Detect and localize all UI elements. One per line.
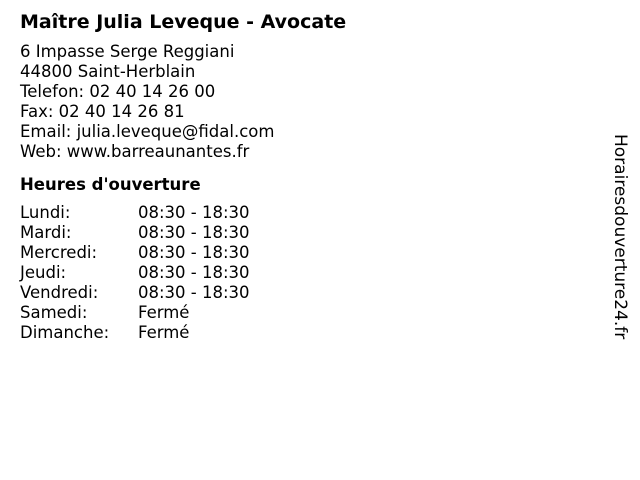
time-range: Fermé [138, 323, 190, 342]
phone-number: Telefon: 02 40 14 26 00 [20, 82, 216, 101]
day-label: Dimanche: [20, 323, 110, 342]
opening-hours-list [20, 203, 580, 343]
hours-row-thursday [20, 263, 580, 283]
time-range: 08:30 - 18:30 [138, 243, 250, 262]
time-range: 08:30 - 18:30 [138, 203, 250, 222]
time-range: 08:30 - 18:30 [138, 263, 250, 282]
business-title: Maître Julia Leveque - Avocate [20, 11, 347, 33]
contact-block [20, 42, 580, 162]
watermark-text: Horairesdouverture24.fr [610, 134, 630, 340]
day-label: Jeudi: [20, 263, 67, 282]
day-label: Samedi: [20, 303, 88, 322]
opening-hours-heading: Heures d'ouverture [20, 175, 201, 194]
fax-number: Fax: 02 40 14 26 81 [20, 102, 185, 121]
day-label: Mercredi: [20, 243, 98, 262]
day-label: Mardi: [20, 223, 72, 242]
site-watermark [608, 134, 632, 344]
city-postcode: 44800 Saint-Herblain [20, 62, 196, 81]
hours-row-sunday [20, 323, 580, 343]
hours-row-wednesday [20, 243, 580, 263]
time-range: Fermé [138, 303, 190, 322]
hours-row-friday [20, 283, 580, 303]
hours-row-tuesday [20, 223, 580, 243]
hours-row-saturday [20, 303, 580, 323]
time-range: 08:30 - 18:30 [138, 283, 250, 302]
time-range: 08:30 - 18:30 [138, 223, 250, 242]
day-label: Lundi: [20, 203, 71, 222]
website-address: Web: www.barreaunantes.fr [20, 142, 250, 161]
hours-row-monday [20, 203, 580, 223]
business-card [20, 10, 580, 343]
day-label: Vendredi: [20, 283, 99, 302]
email-address: Email: julia.leveque@fidal.com [20, 122, 275, 141]
street-address: 6 Impasse Serge Reggiani [20, 42, 235, 61]
